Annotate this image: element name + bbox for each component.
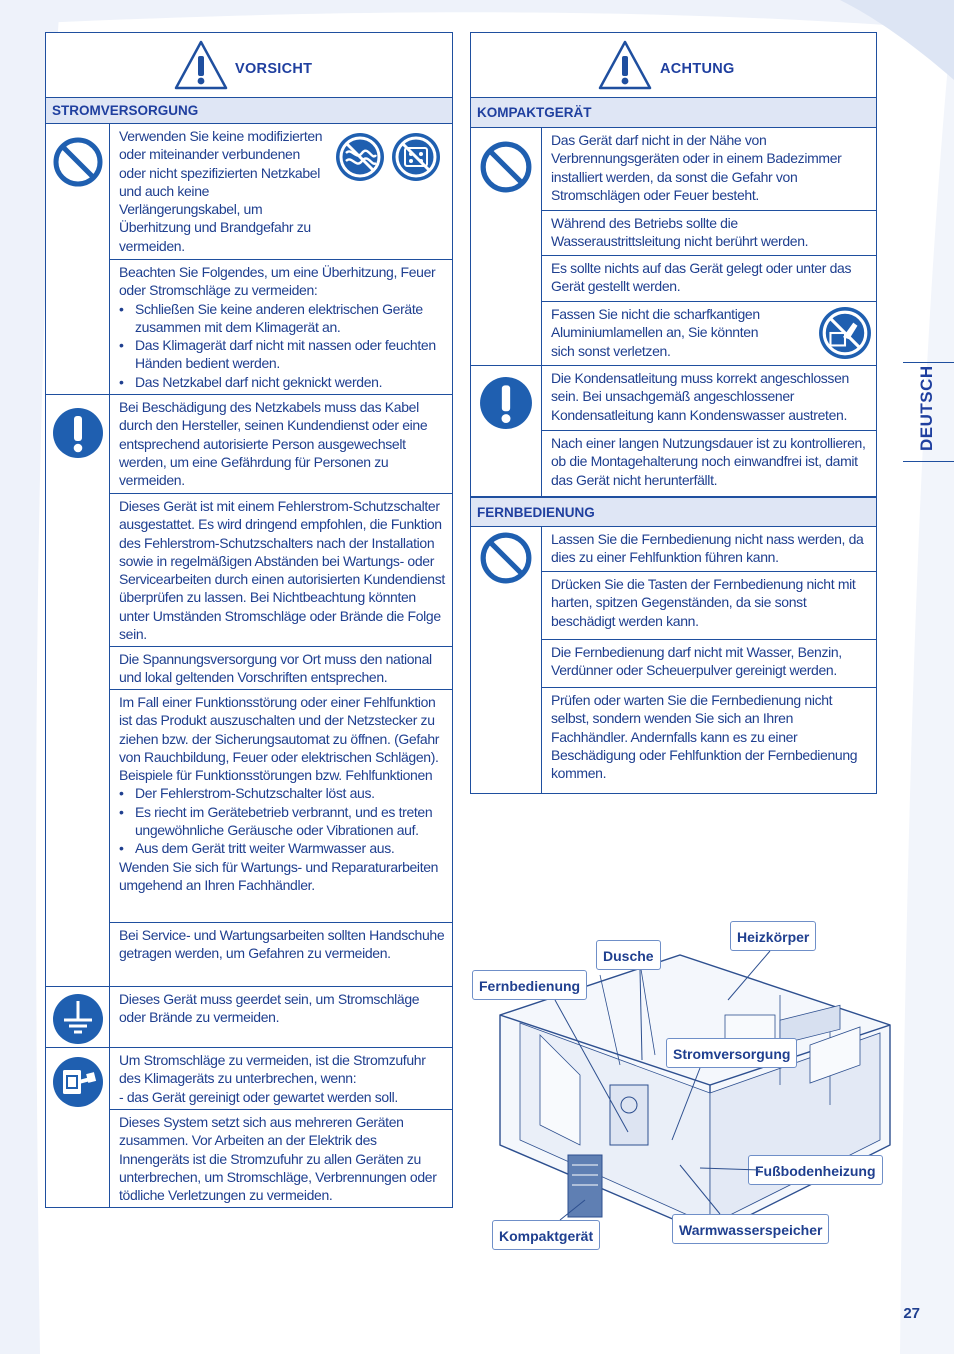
text-row: Prüfen oder warten Sie die Fernbedienung nicht selbst, sondern wenden Sie sich an Ihren Fachhändler. Andernfalls kann es zu einer Beschädigung oder Fehlfunktion der Fernbedienung kommen. [551,692,858,782]
text-row: Das Gerät darf nicht in der Nähe von Verbrennungsgeräten oder in einem Badezimmer installiert werden, da sonst die Gefahr von Stromschlägen oder Feuer besteht. [542,128,876,211]
text-row: Drücken Sie die Tasten der Fernbedienung nicht mit harten, spitzen Gegenständen, da sie sonst beschädigt werden kann. [542,572,876,640]
text-row: Die Spannungsversorgung vor Ort muss den national und lokal geltenden Vorschriften entsprechen. [110,647,452,690]
text-row: Dieses Gerät muss geerdet sein, um Stromschläge oder Brände zu vermeiden. [119,991,420,1026]
text-row: Die Fernbedienung darf nicht mit Wasser, Benzin, Verdünner oder Scheuerpulver gereinigt werden. [542,640,876,688]
text-row: Lassen Sie die Fernbedienung nicht nass werden, da dies zu einer Fehlfunktion führen kann. [542,527,876,572]
text-row: Verwenden Sie keine modifizierten oder miteinander verbundenen oder nicht spezifizierten Netzkabel und auch keine Verlängerungskabel, um Überhitzung und Brandgefahr zu vermeiden. [110,124,452,260]
achtung-title: ACHTUNG [660,61,735,77]
text-row: Dieses System setzt sich aus mehreren Geräten zusammen. Vor Arbeiten an der Elektrik des Innengeräts ist die Stromzufuhr zu allen Geräten zu unterbrechen, um Stromschläge, Verbrennungen oder tödliche Verletzungen zu vermeiden. [119,1114,437,1204]
section-stromversorgung: STROMVERSORGUNG [46,98,452,124]
language-tab-label: DEUTSCH [917,365,936,451]
label-fussbodenheizung: Fußbodenheizung [748,1155,883,1185]
text-row: Im Fall einer Funktionsstörung oder einer Fehlfunktion ist das Produkt auszuschalten und der Netzstecker zu ziehen bzw. der Sicherungsautomat zu öffnen. (Gefahr von Rauchbildung, Feuer oder elektrischen Schlägen). Beispiele für Funktionsstörungen bzw. Fehlfunktionen • Der Fehlerstrom-Schutzschalter löst aus. • Es riecht im Gerätebetrieb verbrannt, und es treten ungewöhnliche Geräusche oder Vibrationen auf. • Aus dem Gerät tritt weiter Warmwasser aus. Wenden Sie sich für Wartungs- und Reparaturarbeiten umgehend an Ihren Fachhändler. [110,690,452,923]
label-kompaktgeraet: Kompaktgerät [492,1220,600,1250]
text-row: Es sollte nichts auf das Gerät gelegt oder unter das Gerät gestellt werden. [542,256,876,302]
section-fernbedienung: FERNBEDIENUNG [471,497,876,527]
label-warmwasserspeicher: Warmwasserspeicher [672,1214,829,1244]
text-row: Beachten Sie Folgendes, um eine Überhitzung, Feuer oder Stromschläge zu vermeiden: • Schließen Sie keine anderen elektrischen Geräte zusammen mit dem Klimagerät an. • Das Klimagerät darf nicht mit nassen oder feuchten Händen bedient werden. • Das Netzkabel darf nicht geknickt werden. [110,260,452,394]
text-row: Um Stromschläge zu vermeiden, ist die Stromzufuhr des Klimageräts zu unterbrechen, wenn: - das Gerät gereinigt oder gewartet werden soll. [110,1048,452,1110]
label-heizkoerper: Heizkörper [730,921,816,951]
page-number: 27 [903,1305,920,1322]
section-kompaktgeraet: KOMPAKTGERÄT [471,98,876,128]
label-stromversorgung: Stromversorgung [666,1038,797,1068]
text-row: Die Kondensatleitung muss korrekt angeschlossen sein. Bei unsachgemäß angeschlossener Kondensatleitung kann Kondenswasser austreten. [542,366,876,431]
text-row: Während des Betriebs sollte die Wasseraustrittsleitung nicht berührt werden. [542,211,876,256]
text-row: Dieses Gerät ist mit einem Fehlerstrom-Schutzschalter ausgestattet. Es wird dringend empfohlen, die Funktion des Fehlerstrom-Schutzschalters nach der Installation sowie in regelmäßigen Abständen bei Wartungs- oder Servicearbeiten durch einen autorisierten Kundendienst überprüfen zu lassen. Bei Nichtbeachtung könnten unter Umständen Stromschläge oder Brände die Folge sein. [110,494,452,647]
text-row: Bei Beschädigung des Netzkabels muss das Kabel durch den Hersteller, seinen Kundendienst oder eine entsprechend autorisierte Person ausgewechselt werden, um eine Gefährdung für Personen zu vermeiden. [110,395,452,494]
label-dusche: Dusche [596,940,661,970]
text-row: Bei Service- und Wartungsarbeiten sollten Handschuhe getragen werden, um Gefahren zu vermeiden. [119,927,445,962]
text-row: Fassen Sie nicht die scharfkantigen Aluminiumlamellen an, Sie könnten sich sonst verletzen. [542,302,876,365]
vorsicht-title: VORSICHT [235,61,313,77]
label-fernbedienung: Fernbedienung [472,970,587,1000]
text-row: Nach einer langen Nutzungsdauer ist zu kontrollieren, ob die Montagehalterung noch einwandfrei ist, damit das Gerät nicht herunterfällt. [551,435,866,488]
